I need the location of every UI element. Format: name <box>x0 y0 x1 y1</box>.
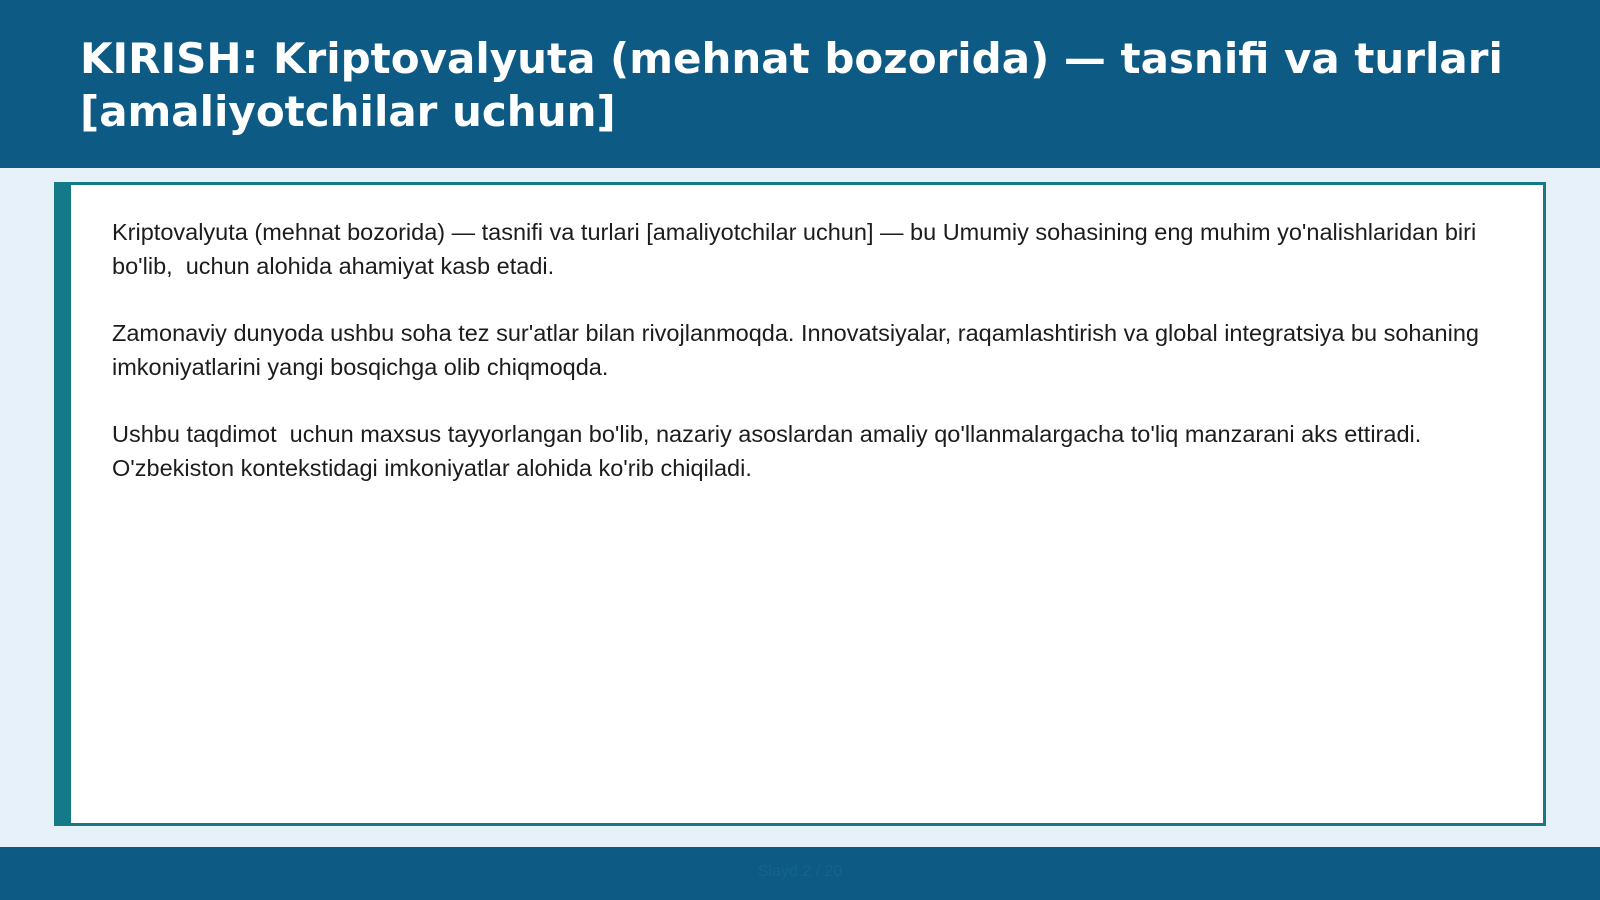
slide-header <box>0 0 1600 168</box>
context-paragraph: Zamonaviy dunyoda ushbu soha tez sur'atlar bilan rivojlanmoqda. Innovatsiyalar, raqamlashtirish va global integratsiya bu sohaning imkoniyatlarini yangi bosqichga olib chiqmoqda. <box>112 320 1486 380</box>
slide-number: Slayd 2 / 20 <box>757 863 843 880</box>
content-body <box>112 215 1493 518</box>
slide-footer <box>0 847 1600 900</box>
content-card <box>54 182 1546 826</box>
intro-paragraph: Kriptovalyuta (mehnat bozorida) — tasnifi va turlari [amaliyotchilar uchun] — bu Umumiy sohasining eng muhim yo'nalishlaridan biri bo'lib, uchun alohida ahamiyat kasb etadi. <box>112 219 1483 279</box>
slide-title: KIRISH: Kriptovalyuta (mehnat bozorida) — tasnifi va turlari [amaliyotchilar uchun] <box>80 34 1503 136</box>
purpose-paragraph: Ushbu taqdimot uchun maxsus tayyorlangan bo'lib, nazariy asoslardan amaliy qo'llanmalargacha to'liq manzarani aks ettiradi. O'zbekiston kontekstidagi imkoniyatlar alohida ko'rib chiqiladi. <box>112 421 1428 481</box>
